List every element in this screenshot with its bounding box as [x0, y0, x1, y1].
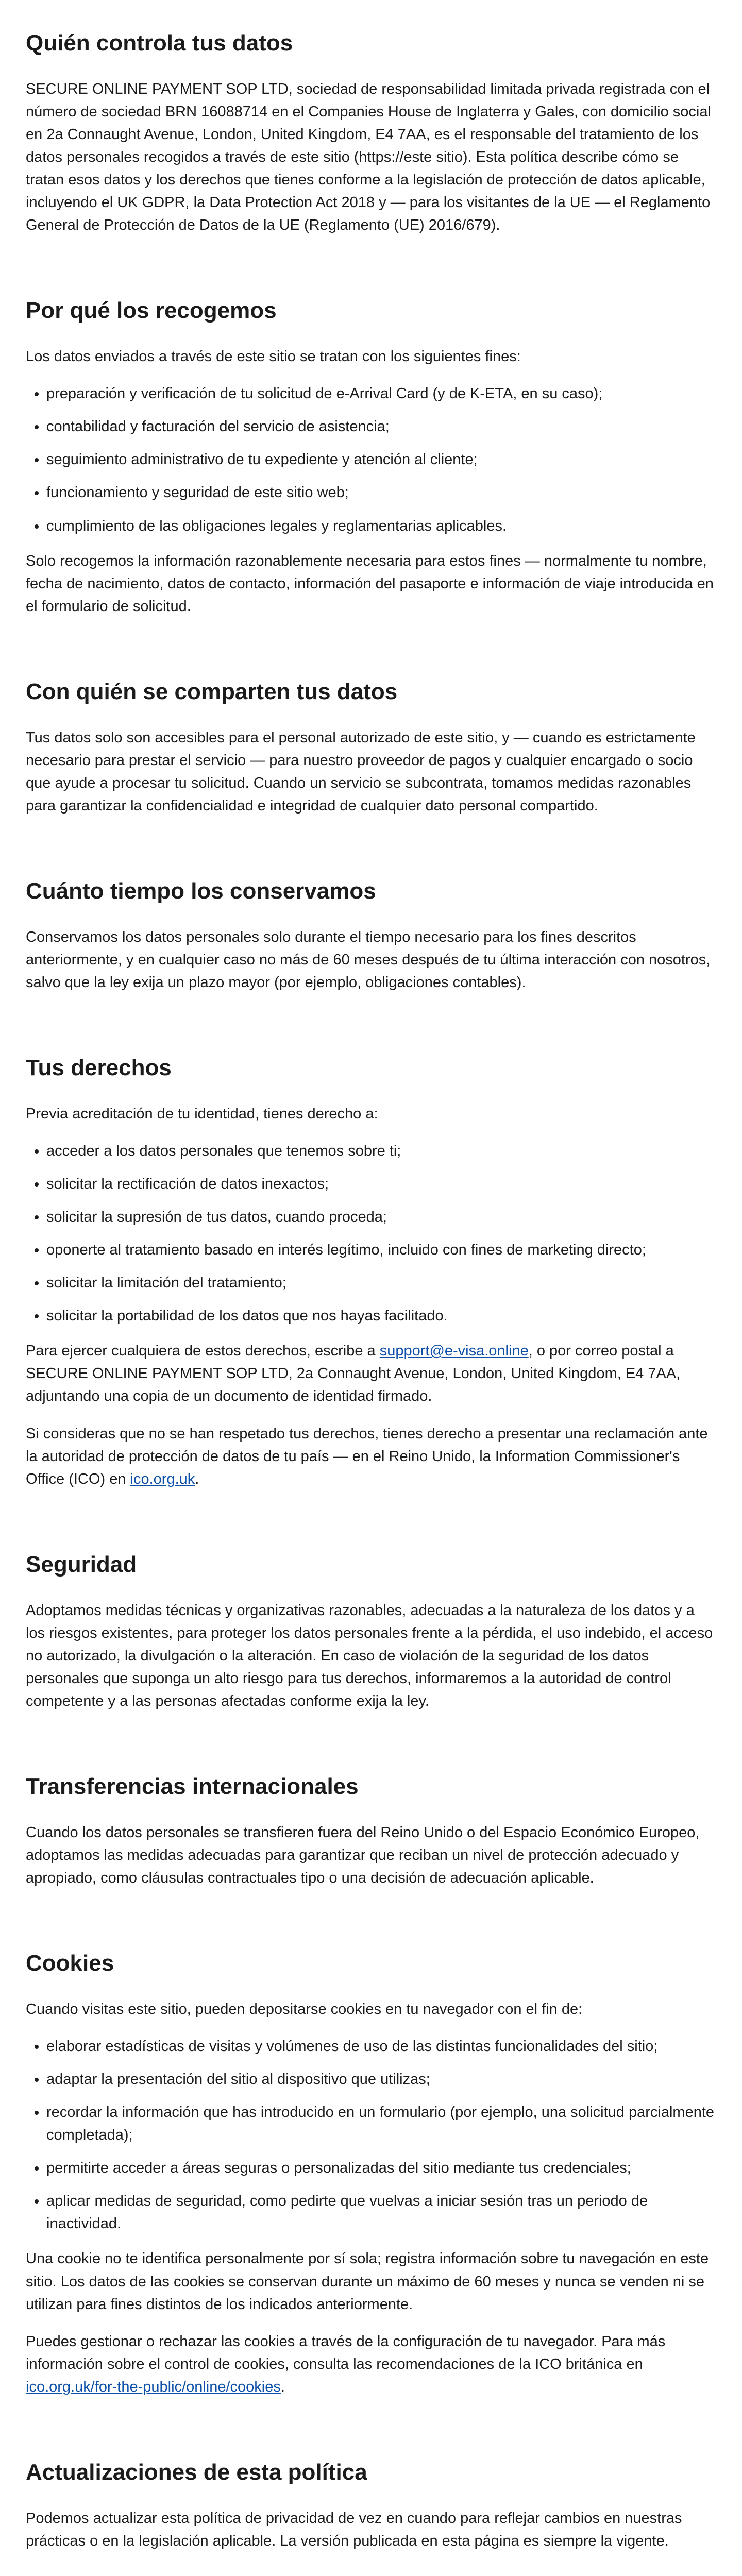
list-item: • adaptar la presentación del sitio al dispositivo que utilizas; — [46, 2068, 716, 2091]
list-item: • cumplimiento de las obligaciones legales y reglamentarias aplicables. — [46, 515, 716, 537]
list-item: • oponerte al tratamiento basado en interés legítimo, incluido con fines de marketing directo; — [46, 1239, 716, 1261]
cookies-list — [26, 2035, 716, 2235]
section-title: Cuánto tiempo los conservamos — [26, 878, 376, 904]
section-title: Por qué los recogemos — [26, 298, 277, 324]
list-item: • solicitar la limitación del tratamiento; — [46, 1272, 716, 1294]
section-purpose — [26, 297, 716, 618]
paragraph — [26, 1422, 716, 1490]
paragraph: Tus datos solo son accesibles para el personal autorizado de este sitio, y — cuando es estrictamente necesario para prestar el servicio — para nuestro proveedor de pagos y cualquier encargado o socio que ayude a procesar tu solicitud. Cuando un servicio se subcontrata, tomamos medidas razonables para garantizar la confidencialidad e integridad de cualquier dato personal compartido. — [26, 729, 696, 814]
paragraph: SECURE ONLINE PAYMENT SOP LTD, sociedad de responsabilidad limitada privada registrada con el número de sociedad BRN 16088714 en el Companies House de Inglaterra y Gales, con domicilio social en 2a Connaught Avenue, London, United Kingdom, E4 7AA, es el responsable del tratamiento de los datos personales recogidos a través de este sitio (https://este sitio). Esta política describe cómo se tratan esos datos y los derechos que tienes conforme a la legislación de protección de datos aplicable, incluyendo el UK GDPR, la Data Protection Act 2018 y — para los visitantes de la UE — el Reglamento General de Protección de Datos de la UE (Reglamento (UE) 2016/679). — [26, 80, 711, 234]
text: . — [280, 2378, 285, 2395]
list-item: • aplicar medidas de seguridad, como pedirte que vuelvas a iniciar sesión tras un periodo de inactividad. — [46, 2190, 716, 2235]
paragraph: Una cookie no te identifica personalmente por sí sola; registra información sobre tu navegación en este sitio. Los datos de las cookies se conservan durante un máximo de 60 meses y nunca se venden ni se utilizan para fines distintos de los indicados anteriormente. — [26, 2250, 709, 2313]
text: , o por correo postal a SECURE ONLINE PAYMENT SOP LTD, 2a Connaught Avenue, London, United Kingdom, E4 7AA, adjuntando una copia de un documento de identidad firmado. — [26, 1343, 681, 1405]
section-rights — [26, 1055, 716, 1490]
list-item: • solicitar la rectificación de datos inexactos; — [46, 1173, 716, 1195]
purpose-list — [26, 382, 716, 537]
section-title: Quién controla tus datos — [26, 30, 293, 56]
list-item: • recordar la información que has introducido en un formulario (por ejemplo, una solicitud parcialmente completada); — [46, 2101, 716, 2146]
list-item: • funcionamiento y seguridad de este sitio web; — [46, 481, 716, 504]
list-item: • acceder a los datos personales que tenemos sobre ti; — [46, 1140, 716, 1162]
ico-cookies-link[interactable]: ico.org.uk/for-the-public/online/cookies — [26, 2378, 281, 2395]
rights-list — [26, 1140, 716, 1327]
paragraph: Los datos enviados a través de este sitio se tratan con los siguientes fines: — [26, 348, 521, 365]
list-item: • elaborar estadísticas de visitas y volúmenes de uso de las distintas funcionalidades del sitio; — [46, 2035, 716, 2058]
list-item: • preparación y verificación de tu solicitud de e-Arrival Card (y de K-ETA, en su caso); — [46, 382, 716, 405]
section-title: Transferencias internacionales — [26, 1773, 359, 1799]
section-cookies — [26, 1950, 716, 2398]
section-controller — [26, 30, 716, 236]
text: Para ejercer cualquiera de estos derechos, escribe a — [26, 1343, 380, 1360]
list-item: • solicitar la supresión de tus datos, cuando proceda; — [46, 1206, 716, 1228]
support-email-link[interactable]: support@e-visa.online — [379, 1343, 529, 1360]
ico-link[interactable]: ico.org.uk — [130, 1470, 195, 1487]
list-item: • seguimiento administrativo de tu expediente y atención al cliente; — [46, 448, 716, 471]
paragraph: Cuando los datos personales se transfieren fuera del Reino Unido o del Espacio Económico Europeo, adoptamos las medidas adecuadas para garantizar que reciban un nivel de protección adecuado y apropiado, como cláusulas contractuales tipo o una decisión de adecuación aplicable. — [26, 1824, 700, 1886]
paragraph: Adoptamos medidas técnicas y organizativas razonables, adecuadas a la naturaleza de los datos y a los riesgos existentes, para proteger los datos personales frente a la pérdida, el uso indebido, el acceso no autorizado, la divulgación o la alteración. En caso de violación de la seguridad de los datos personales que suponga un alto riesgo para tus derechos, informaremos a la autoridad de control competente y a las personas afectadas conforme exija la ley. — [26, 1602, 713, 1709]
paragraph — [26, 1340, 716, 1408]
section-security — [26, 1551, 716, 1713]
text: Si consideras que no se han respetado tus derechos, tienes derecho a presentar una reclamación ante la autoridad de protección de datos de tu país — en el Reino Unido, la Information Commissioner's Office (ICO) en — [26, 1425, 708, 1487]
paragraph: Conservamos los datos personales solo durante el tiempo necesario para los fines descritos anteriormente, y en cualquier caso no más de 60 meses después de tu última interacción con nosotros, salvo que la ley exija un plazo mayor (por ejemplo, obligaciones contables). — [26, 928, 711, 991]
section-title: Cookies — [26, 1951, 114, 1976]
paragraph: Previa acreditación de tu identidad, tienes derecho a: — [26, 1105, 378, 1122]
list-item: • contabilidad y facturación del servicio de asistencia; — [46, 415, 716, 438]
paragraph: Solo recogemos la información razonablemente necesaria para estos fines — normalmente tu nombre, fecha de nacimiento, datos de contacto, información del pasaporte e información de viaje introducida en el formulario de solicitud. — [26, 552, 714, 615]
section-sharing — [26, 679, 716, 817]
list-item: • solicitar la portabilidad de los datos que nos hayas facilitado. — [46, 1304, 716, 1327]
paragraph: Podemos actualizar esta política de privacidad de vez en cuando para reflejar cambios en nuestras prácticas o en la legislación aplicable. La versión publicada en esta página es siempre la vigente. — [26, 2510, 682, 2549]
section-title: Seguridad — [26, 1551, 137, 1577]
paragraph: Cuando visitas este sitio, pueden depositarse cookies en tu navegador con el fin de: — [26, 2001, 583, 2018]
section-transfers — [26, 1773, 716, 1889]
section-title: Tus derechos — [26, 1055, 172, 1080]
paragraph — [26, 2330, 716, 2398]
section-retention — [26, 878, 716, 994]
text: . — [195, 1470, 199, 1487]
section-title: Actualizaciones de esta política — [26, 2459, 367, 2485]
list-item: • permitirte acceder a áreas seguras o personalizadas del sitio mediante tus credenciales; — [46, 2157, 716, 2179]
text: Puedes gestionar o rechazar las cookies a través de la configuración de tu navegador. Para más información sobre el control de cookies, consulta las recomendaciones de la ICO británica en — [26, 2333, 666, 2372]
section-updates — [26, 2459, 716, 2552]
section-title: Con quién se comparten tus datos — [26, 679, 398, 704]
